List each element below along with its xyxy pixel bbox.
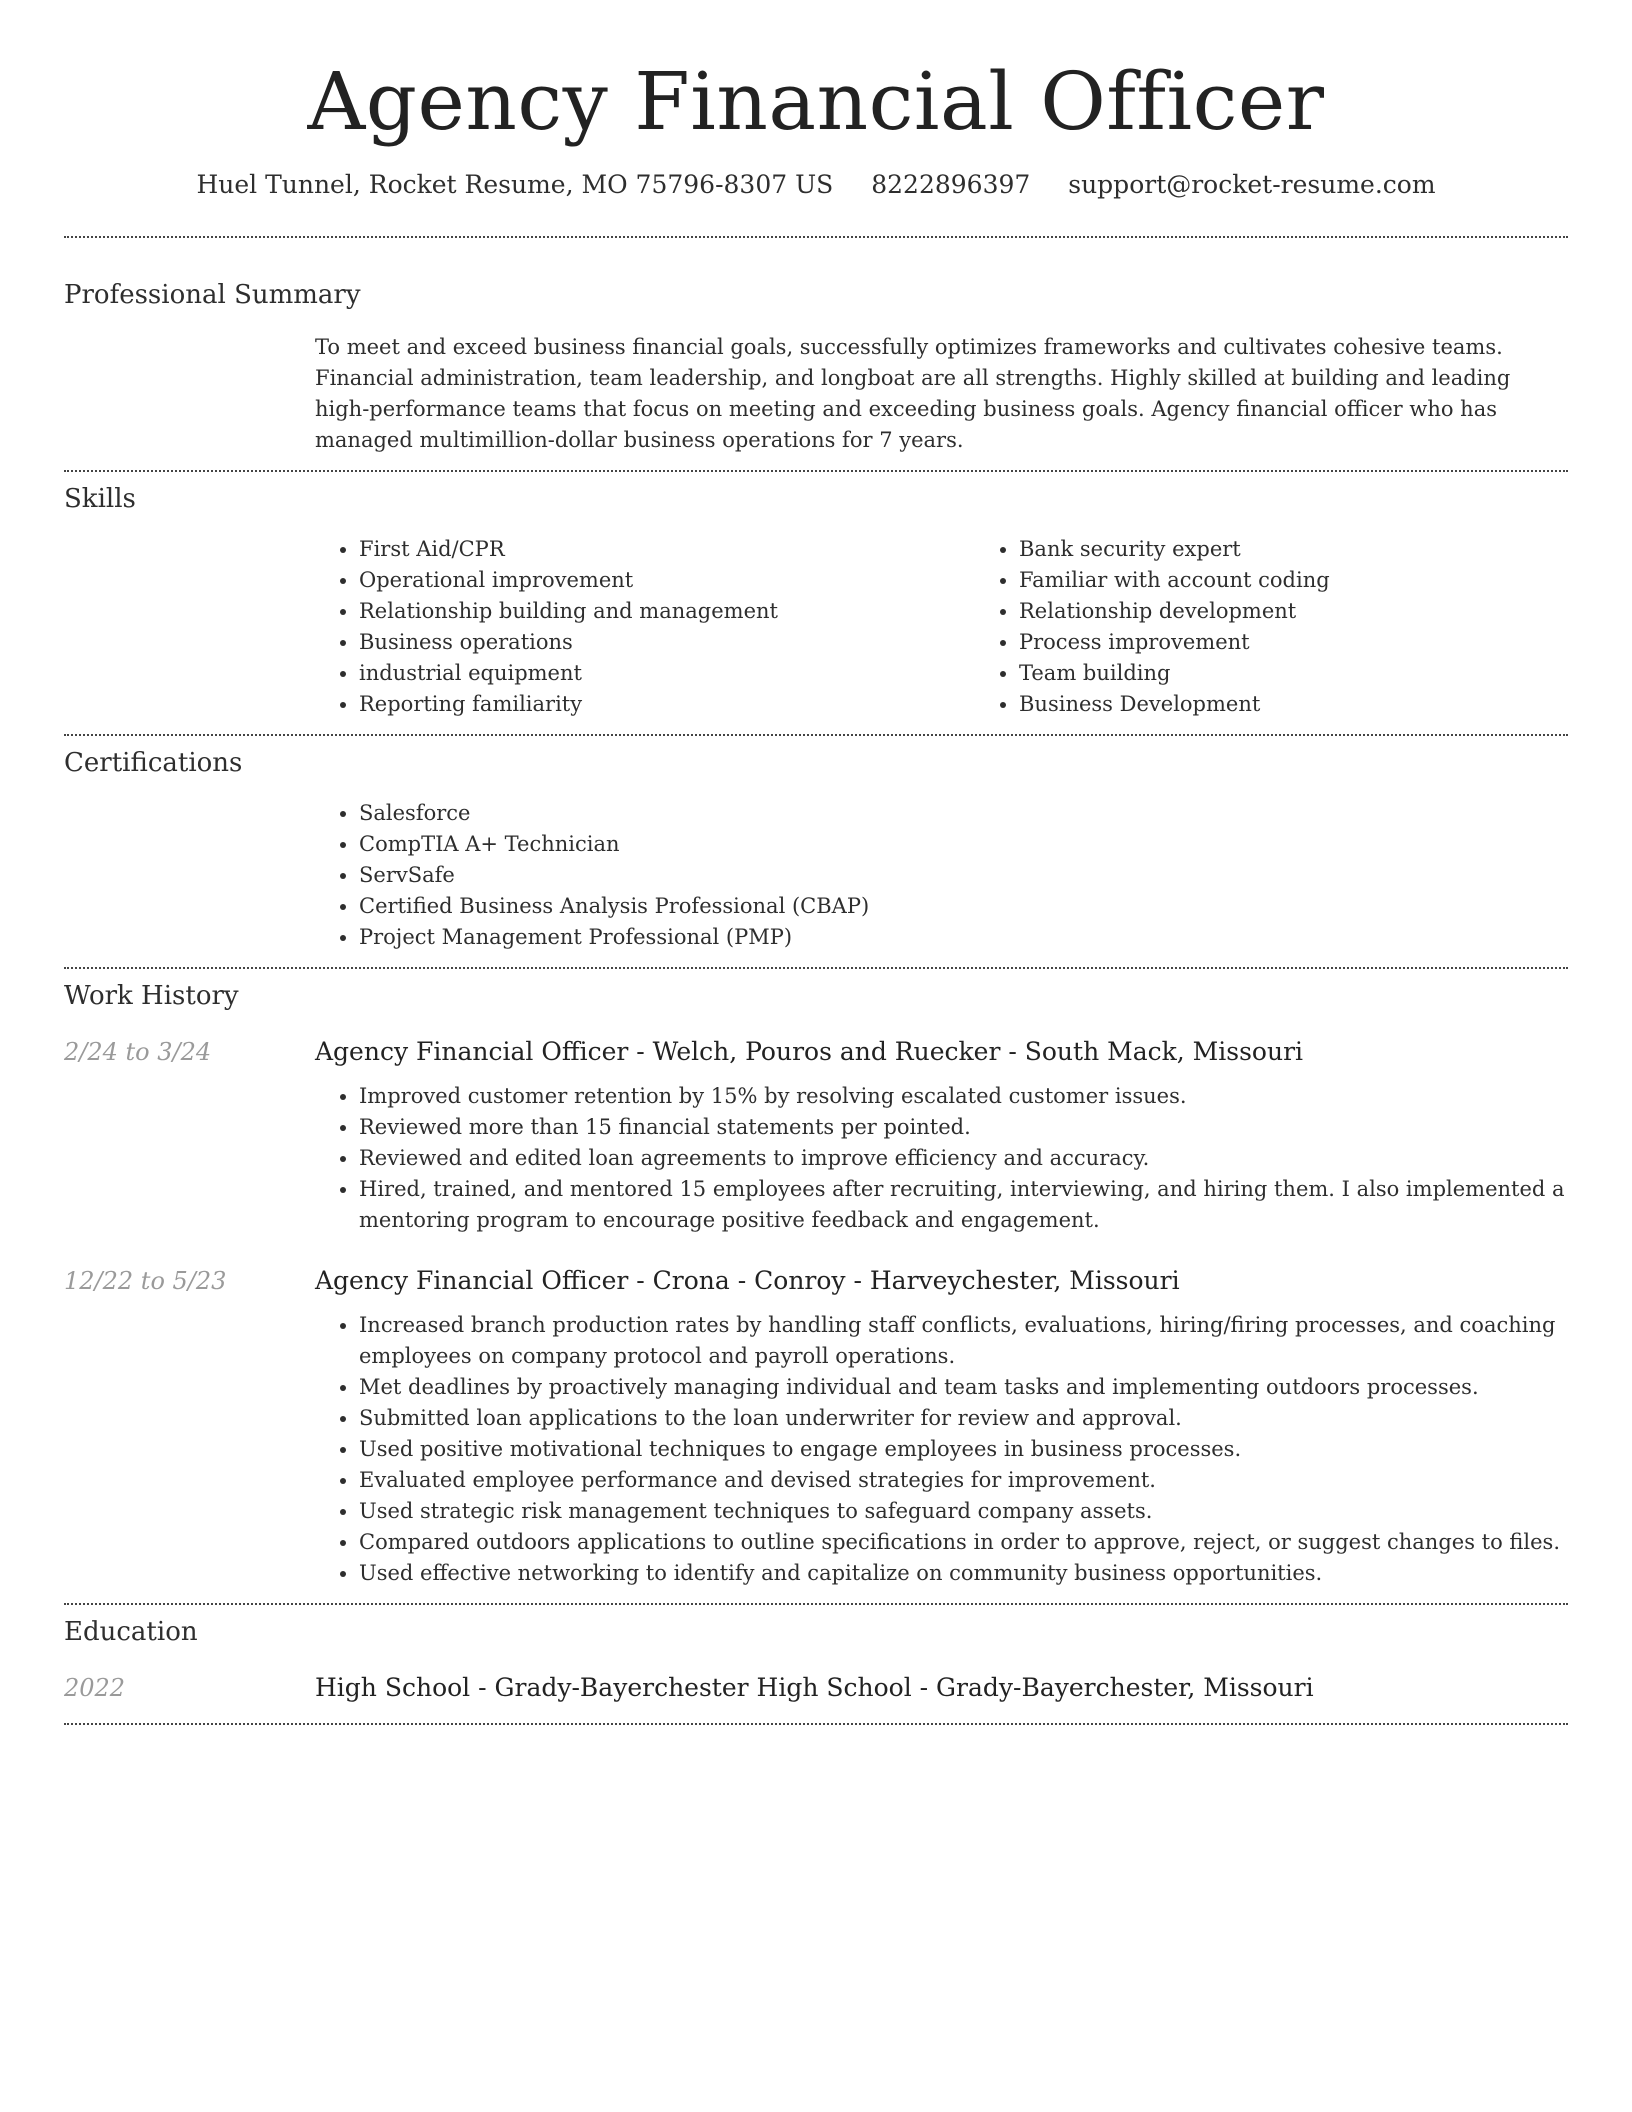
job-bullets	[315, 1081, 1568, 1236]
job-entry	[64, 1035, 1568, 1236]
job-bullet: • Reviewed more than 15 financial statements per pointed.	[359, 1112, 1568, 1143]
job-title: Agency Financial Officer - Welch, Pouros and Ruecker - South Mack, Missouri	[315, 1037, 1304, 1066]
professional-summary-section	[64, 278, 1568, 456]
work-history-section	[64, 979, 1568, 1589]
resume-name: Agency Financial Officer	[307, 55, 1325, 148]
section-title-work-history: Work History	[64, 981, 239, 1011]
job-bullet: • Hired, trained, and mentored 15 employees after recruiting, interviewing, and hiring them. I also implemented a mentoring program to encourage positive feedback and engagement.	[359, 1174, 1568, 1236]
skill-item: • Familiar with account coding	[1019, 565, 1568, 596]
job-bullet: • Submitted loan applications to the loan underwriter for review and approval.	[359, 1403, 1568, 1434]
education-entry: High School - Grady-Bayerchester High School - Grady-Bayerchester, Missouri	[315, 1673, 1314, 1702]
divider	[64, 1603, 1568, 1605]
job-bullet: • Used effective networking to identify and capitalize on community business opportunities.	[359, 1558, 1568, 1589]
certifications-section	[64, 746, 1568, 953]
skill-item: • Reporting familiarity	[359, 689, 975, 720]
section-title-certifications: Certifications	[64, 748, 243, 778]
summary-text: To meet and exceed business financial goals, successfully optimizes frameworks and cultivates cohesive teams. Financial administration, team leadership, and longboat are all strengths. Highly skilled at building and leading high-performance teams that focus on meeting and exceeding business goals. Agency financial officer who has managed multimillion-dollar business operations for 7 years.	[315, 335, 1511, 452]
job-entry	[64, 1264, 1568, 1589]
certification-item: • Project Management Professional (PMP)	[359, 922, 1568, 953]
job-title: Agency Financial Officer - Crona - Conroy - Harveychester, Missouri	[315, 1266, 1180, 1295]
contact-email: support@rocket-resume.com	[1068, 170, 1436, 199]
skill-item: • First Aid/CPR	[359, 534, 975, 565]
job-bullet: • Reviewed and edited loan agreements to improve efficiency and accuracy.	[359, 1143, 1568, 1174]
divider	[64, 236, 1568, 238]
job-bullet: • Met deadlines by proactively managing individual and team tasks and implementing outdoors processes.	[359, 1372, 1568, 1403]
skills-list-right	[975, 534, 1568, 720]
job-bullet: • Improved customer retention by 15% by resolving escalated customer issues.	[359, 1081, 1568, 1112]
job-bullet: • Compared outdoors applications to outline specifications in order to approve, reject, or suggest changes to files.	[359, 1527, 1568, 1558]
divider	[64, 734, 1568, 736]
divider	[64, 470, 1568, 472]
divider	[64, 967, 1568, 969]
skill-item: • Business Development	[1019, 689, 1568, 720]
skill-item: • Relationship development	[1019, 596, 1568, 627]
contact-line	[64, 168, 1568, 202]
skills-section	[64, 482, 1568, 720]
job-bullet: • Evaluated employee performance and devised strategies for improvement.	[359, 1465, 1568, 1496]
skill-item: • Process improvement	[1019, 627, 1568, 658]
divider	[64, 1723, 1568, 1725]
job-bullet: • Used positive motivational techniques to engage employees in business processes.	[359, 1434, 1568, 1465]
section-title-summary: Professional Summary	[64, 280, 361, 310]
certification-item: • Salesforce	[359, 798, 1568, 829]
skill-item: • Relationship building and management	[359, 596, 975, 627]
job-dates: 12/22 to 5/23	[64, 1267, 227, 1295]
skill-item: • Operational improvement	[359, 565, 975, 596]
skill-item: • Bank security expert	[1019, 534, 1568, 565]
skill-item: • Business operations	[359, 627, 975, 658]
certification-item: • Certified Business Analysis Professional (CBAP)	[359, 891, 1568, 922]
skills-list-left	[315, 534, 975, 720]
certification-item: • CompTIA A+ Technician	[359, 829, 1568, 860]
contact-phone: 8222896397	[871, 170, 1031, 199]
skill-item: • industrial equipment	[359, 658, 975, 689]
job-bullet: • Increased branch production rates by handling staff conflicts, evaluations, hiring/firing processes, and coaching employees on company protocol and payroll operations.	[359, 1310, 1568, 1372]
skill-item: • Team building	[1019, 658, 1568, 689]
section-title-education: Education	[64, 1617, 198, 1647]
job-bullet: • Used strategic risk management techniques to safeguard company assets.	[359, 1496, 1568, 1527]
education-year: 2022	[64, 1674, 126, 1702]
certification-item: • ServSafe	[359, 860, 1568, 891]
job-bullets	[315, 1310, 1568, 1589]
education-section	[64, 1615, 1568, 1705]
certifications-list	[315, 798, 1568, 953]
section-title-skills: Skills	[64, 484, 136, 514]
job-dates: 2/24 to 3/24	[64, 1038, 212, 1066]
contact-address: Huel Tunnel, Rocket Resume, MO 75796-8307 US	[196, 170, 834, 199]
